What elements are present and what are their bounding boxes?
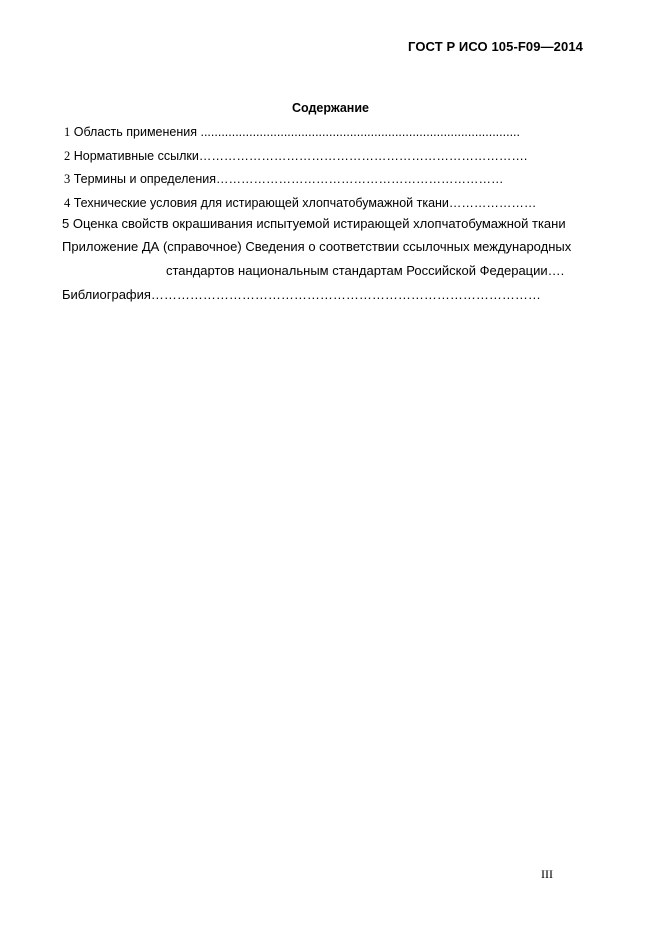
toc-item-text: Оценка свойств окрашивания испытуемой истирающей хлопчатобумажной ткани bbox=[69, 216, 566, 231]
toc-item-text: Термины и определения…………………………………………………………… bbox=[70, 172, 504, 186]
document-code-header: ГОСТ Р ИСО 105-F09—2014 bbox=[408, 39, 583, 54]
toc-item-number: 3 bbox=[64, 172, 71, 186]
toc-item-terms-definitions bbox=[64, 172, 504, 187]
toc-item-number: 4 bbox=[64, 196, 71, 210]
page-number: III bbox=[541, 867, 553, 881]
toc-item-number: 2 bbox=[64, 149, 71, 163]
toc-item-scope bbox=[64, 125, 520, 140]
toc-item-number: 5 bbox=[62, 216, 70, 231]
toc-title: Содержание bbox=[291, 101, 369, 115]
toc-item-text: Область применения ............................................................................................ bbox=[70, 125, 520, 139]
toc-item-number: 1 bbox=[64, 125, 71, 139]
toc-item-assessment bbox=[62, 216, 566, 231]
toc-item-normative-references bbox=[64, 149, 527, 164]
toc-item-bibliography: Библиография……………………………………………………………………………… bbox=[62, 287, 541, 302]
toc-item-text: Технические условия для истирающей хлопчатобумажной ткани………………… bbox=[70, 196, 537, 210]
toc-appendix-line-2: стандартов национальным стандартам Российской Федерации…. bbox=[166, 263, 565, 278]
toc-item-technical-conditions bbox=[64, 196, 536, 211]
toc-appendix-line-1: Приложение ДА (справочное) Сведения о соответствии ссылочных международных bbox=[62, 239, 572, 254]
toc-item-text: Нормативные ссылки……………………………………………………………………. bbox=[70, 149, 528, 163]
